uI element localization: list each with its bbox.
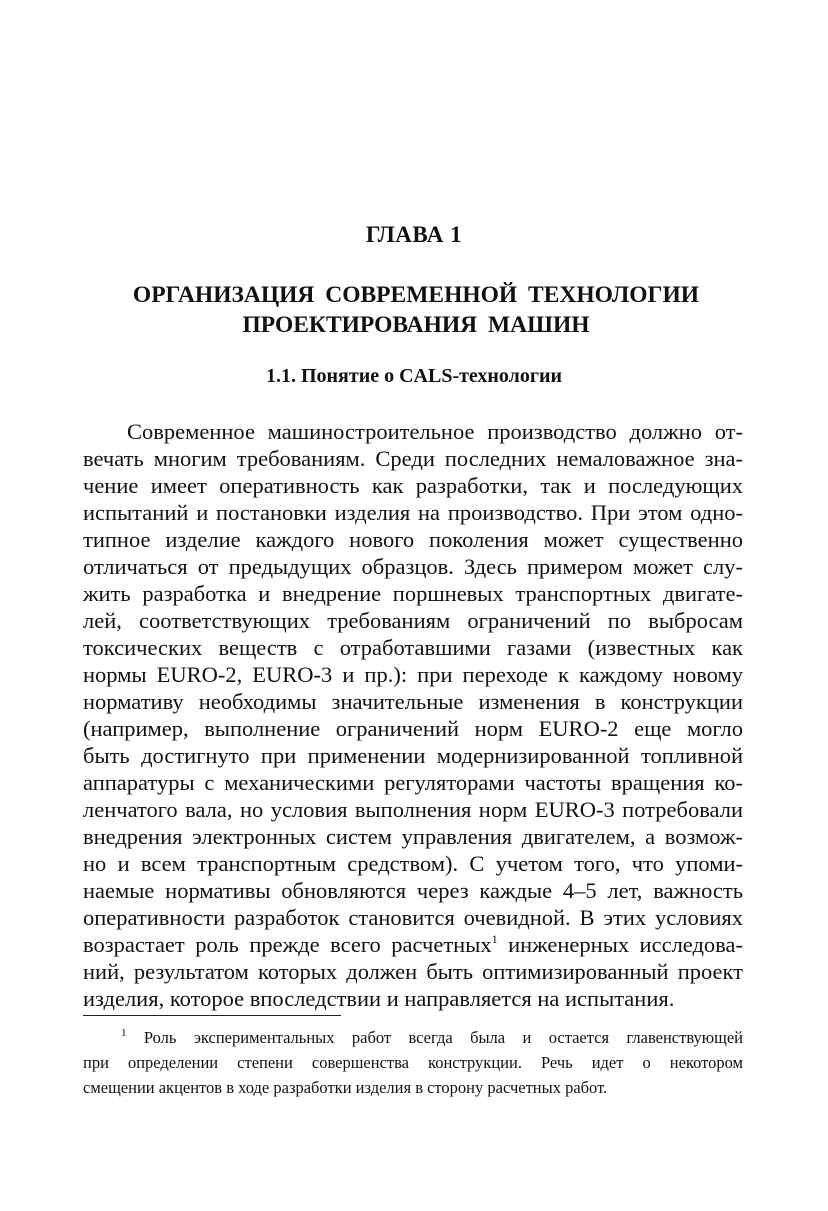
text-line: вечать многим требованиям. Среди последних немаловажное зна- xyxy=(83,446,743,471)
text-line: изделия, которое впоследствии и направляется на испытания. xyxy=(83,986,675,1011)
text-line: но и всем транспортным средством). С учетом того, что упоми- xyxy=(83,851,743,876)
text-line: нормативу необходимы значительные изменения в конструкции xyxy=(83,689,743,714)
footnote xyxy=(83,1025,743,1100)
text-line: наемые нормативы обновляются через каждые 4–5 лет, важность xyxy=(83,878,743,903)
text-line: ний, результатом которых должен быть оптимизированный проект xyxy=(83,959,743,984)
chapter-label: ГЛАВА 1 xyxy=(365,222,463,247)
footnote-marker: 1 xyxy=(121,1027,127,1039)
footnote-text: Роль экспериментальных работ всегда была и остается главенствующей xyxy=(126,1028,743,1047)
text-line: внедрения электронных систем управления двигателем, а возмож- xyxy=(83,824,743,849)
body-paragraph xyxy=(83,418,743,1012)
text-line: быть достигнуто при применении модернизированной топливной xyxy=(83,743,743,768)
text-line: оперативности разработок становится очевидной. В этих условиях xyxy=(83,905,743,930)
footnote-line xyxy=(83,1025,743,1050)
chapter-title-line: ПРОЕКТИРОВАНИЯ МАШИН xyxy=(242,312,590,338)
footnote-line: смещении акцентов в ходе разработки изделия в сторону расчетных работ. xyxy=(83,1078,608,1097)
text-line: токсических веществ с отработавшими газами (известных как xyxy=(83,635,743,660)
text-line: испытаний и постановки изделия на производство. При этом одно- xyxy=(83,500,743,525)
text-fragment: возрастает роль прежде всего расчетных xyxy=(83,932,492,957)
text-line: отличаться от предыдущих образцов. Здесь примером может слу- xyxy=(83,554,743,579)
chapter-title-line: ОРГАНИЗАЦИЯ СОВРЕМЕННОЙ ТЕХНОЛОГИИ xyxy=(132,282,700,308)
text-fragment: инженерных исследова- xyxy=(497,932,743,957)
text-line: нормы EURO-2, EURO-3 и пр.): при переходе к каждому новому xyxy=(83,662,743,687)
text-line: ленчатого вала, но условия выполнения норм EURO-3 потребовали xyxy=(83,797,743,822)
text-line-with-footnote-ref xyxy=(83,931,743,958)
text-line: аппаратуры с механическими регуляторами частоты вращения ко- xyxy=(83,770,743,795)
text-line: чение имеет оперативность как разработки, так и последующих xyxy=(83,473,743,498)
text-line: типное изделие каждого нового поколения может существенно xyxy=(83,527,743,552)
text-line: жить разработка и внедрение поршневых транспортных двигате- xyxy=(83,581,743,606)
chapter-title xyxy=(84,280,748,340)
text-line: (например, выполнение ограничений норм EURO-2 еще могло xyxy=(83,716,743,741)
text-line: лей, соответствующих требованиям ограничений по выбросам xyxy=(83,608,743,633)
section-title: 1.1. Понятие о CALS-технологии xyxy=(265,365,563,387)
footnote-divider xyxy=(83,1015,341,1016)
text-line: Современное машиностроительное производство должно от- xyxy=(127,419,743,444)
footnote-ref: 1 xyxy=(491,932,498,946)
footnote-line: при определении степени совершенства конструкции. Речь идет о некотором xyxy=(83,1053,743,1072)
